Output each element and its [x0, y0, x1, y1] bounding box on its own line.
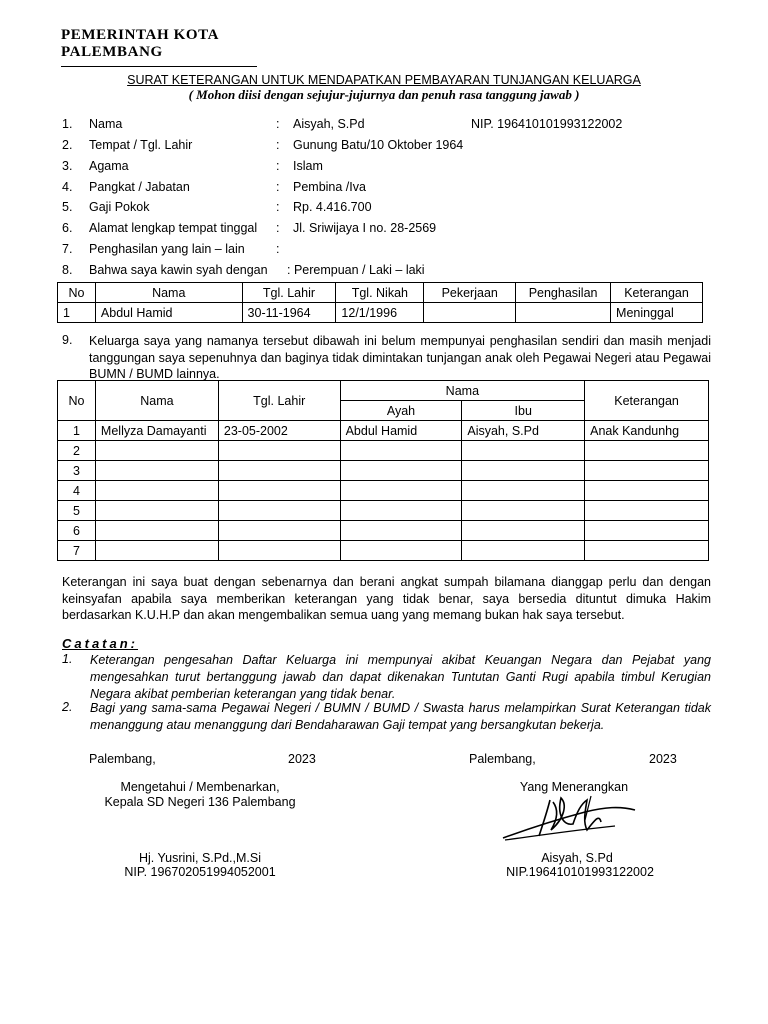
table-cell [95, 481, 218, 501]
item9-no: 9. [62, 333, 73, 347]
table-cell: 5 [58, 501, 96, 521]
field-separator: : [276, 117, 280, 131]
table-cell [585, 501, 709, 521]
table-cell: Mellyza Damayanti [95, 421, 218, 441]
field-separator: : [276, 242, 280, 256]
field-value-tempat-lahir: Gunung Batu/10 Oktober 1964 [293, 138, 464, 152]
item9-text: Keluarga saya yang namanya tersebut dibawah ini belum mempunyai penghasilan sendiri dan masih menjadi tanggungan saya sepenuhnya dan baginya tidak dimintakan tunjangan anak oleh Pegawai Negeri atau Pegawai BUMN / BUMD lainnya. [89, 334, 711, 381]
column-header: Tgl. Lahir [242, 283, 336, 303]
right-city: Palembang, [469, 752, 536, 766]
table-cell: 23-05-2002 [218, 421, 340, 441]
left-role-line1: Mengetahui / Membenarkan, [120, 780, 280, 794]
column-header: Keterangan [611, 283, 703, 303]
right-year: 2023 [649, 752, 677, 766]
table-cell: 1 [58, 303, 96, 323]
table-cell: 7 [58, 541, 96, 561]
field-no: 1. [62, 117, 73, 131]
left-signer-name: Hj. Yusrini, S.Pd.,M.Si [138, 851, 262, 865]
table-cell [340, 521, 462, 541]
table-cell [340, 501, 462, 521]
column-header-ibu: Ibu [462, 401, 585, 421]
field-label-agama: Agama [89, 159, 129, 173]
spouse-table [57, 282, 703, 323]
left-year: 2023 [288, 752, 316, 766]
field-label-kawin: Bahwa saya kawin syah dengan [89, 263, 268, 277]
agency-name-line2: PALEMBANG [61, 44, 163, 60]
table-cell: 1 [58, 421, 96, 441]
table-cell [95, 461, 218, 481]
signature-image [495, 790, 645, 850]
table-cell: Anak Kandunhg [585, 421, 709, 441]
column-header-keterangan: Keterangan [585, 381, 709, 421]
table-row [58, 303, 703, 323]
statement-paragraph: Keterangan ini saya buat dengan sebenarnya dan berani angkat sumpah bilamana dianggap perlu dan dengan keinsyafan apabila saya memberikan keterangan yang tidak benar, saya bersedia dituntut dimuka Hakim berdasarkan K.U.H.P dan akan mengembalikan semua uang yang memang bukan hak saya tersebut. [62, 575, 711, 622]
table-cell [462, 521, 585, 541]
column-header: Tgl. Nikah [336, 283, 424, 303]
right-role: Yang Menerangkan [519, 780, 629, 794]
left-role-line2: Kepala SD Negeri 136 Palembang [104, 795, 296, 809]
table-cell [218, 441, 340, 461]
catatan-title: Catatan: [62, 636, 139, 651]
children-table [57, 380, 709, 561]
column-header: Pekerjaan [424, 283, 516, 303]
table-cell [218, 481, 340, 501]
field-label-alamat: Alamat lengkap tempat tinggal [89, 221, 258, 235]
field-label-nama: Nama [89, 117, 123, 131]
field-separator: : [276, 221, 280, 235]
table-cell [340, 441, 462, 461]
document-subtitle: ( Mohon diisi dengan sejujur-jujurnya dan penuh rasa tanggung jawab ) [188, 87, 580, 102]
table-cell [95, 521, 218, 541]
table-cell [585, 461, 709, 481]
table-header-row [58, 283, 703, 303]
table-cell [585, 541, 709, 561]
table-cell [585, 481, 709, 501]
table-cell: 3 [58, 461, 96, 481]
field-value-gaji: Rp. 4.416.700 [293, 200, 372, 214]
table-cell: Abdul Hamid [95, 303, 242, 323]
column-header-nama: Nama [95, 381, 218, 421]
table-header-row [58, 381, 709, 401]
table-cell: 12/1/1996 [336, 303, 424, 323]
column-header: No [58, 283, 96, 303]
table-cell: Abdul Hamid [340, 421, 462, 441]
document-title: SURAT KETERANGAN UNTUK MENDAPATKAN PEMBAYARAN TUNJANGAN KELUARGA [127, 73, 641, 87]
field-value-agama: Islam [293, 159, 323, 173]
field-value-alamat: Jl. Sriwijaya I no. 28-2569 [293, 221, 437, 235]
table-cell [95, 441, 218, 461]
table-cell: 6 [58, 521, 96, 541]
table-cell [462, 461, 585, 481]
table-cell [462, 441, 585, 461]
field-value-nama: Aisyah, S.Pd [293, 117, 365, 131]
field-no: 3. [62, 159, 73, 173]
field-no: 2. [62, 138, 73, 152]
field-no: 7. [62, 242, 73, 256]
catatan-item-text: Keterangan pengesahan Daftar Keluarga ini mempunyai akibat Keuangan Negara dan Pejabat yang mengesahkan turut bertanggung jawab dan dapat dikenakan Tuntutan Ganti Rugi apabila timbul Kerugian Negara akibat pemberian keterangan yang tidak benar. [90, 653, 711, 701]
table-row [58, 441, 709, 461]
table-row [58, 521, 709, 541]
field-separator: : [276, 159, 280, 173]
table-cell [218, 501, 340, 521]
table-cell [218, 521, 340, 541]
table-row [58, 541, 709, 561]
column-header: Penghasilan [516, 283, 611, 303]
table-row [58, 481, 709, 501]
field-no: 4. [62, 180, 73, 194]
column-header-no: No [58, 381, 96, 421]
right-signer-nip: NIP.196410101993122002 [506, 865, 654, 879]
field-separator: : [276, 180, 280, 194]
table-cell [340, 461, 462, 481]
table-cell: 4 [58, 481, 96, 501]
table-cell [95, 501, 218, 521]
table-cell: Aisyah, S.Pd [462, 421, 585, 441]
catatan-item-no: 2. [62, 700, 73, 714]
left-city: Palembang, [89, 752, 156, 766]
catatan-item-text: Bagi yang sama-sama Pegawai Negeri / BUMN / BUMD / Swasta harus melampirkan Surat Keterangan tidak menanggung atau menanggung dari Bendaharawan Gaji tempat yang bersangkutan bekerja. [90, 701, 711, 732]
table-cell [424, 303, 516, 323]
right-signer-name: Aisyah, S.Pd [541, 851, 613, 865]
table-cell [462, 501, 585, 521]
table-cell [340, 541, 462, 561]
table-row [58, 461, 709, 481]
table-cell [218, 541, 340, 561]
field-no: 5. [62, 200, 73, 214]
table-cell: Meninggal [611, 303, 703, 323]
table-cell [585, 521, 709, 541]
column-header-nama-group: Nama [340, 381, 585, 401]
field-label-penghasilan: Penghasilan yang lain – lain [89, 242, 245, 256]
field-value-pangkat: Pembina /Iva [293, 180, 366, 194]
column-header: Nama [95, 283, 242, 303]
left-signer-nip: NIP. 196702051994052001 [124, 865, 276, 879]
table-cell [218, 461, 340, 481]
table-cell: 2 [58, 441, 96, 461]
table-row [58, 501, 709, 521]
table-cell [462, 541, 585, 561]
table-cell [95, 541, 218, 561]
column-header-ayah: Ayah [340, 401, 462, 421]
field-separator: : [276, 138, 280, 152]
field-label-tempat-lahir: Tempat / Tgl. Lahir [89, 138, 193, 152]
table-cell [516, 303, 611, 323]
field-separator: : [276, 200, 280, 214]
field-label-gaji: Gaji Pokok [89, 200, 150, 214]
field-label-pangkat: Pangkat / Jabatan [89, 180, 190, 194]
table-cell: 30-11-1964 [242, 303, 336, 323]
nip-top: NIP. 196410101993122002 [471, 117, 623, 131]
field-no: 8. [62, 263, 73, 277]
table-cell [340, 481, 462, 501]
catatan-item-no: 1. [62, 652, 73, 666]
table-cell [585, 441, 709, 461]
table-row [58, 421, 709, 441]
column-header-tgl-lahir: Tgl. Lahir [218, 381, 340, 421]
field-no: 6. [62, 221, 73, 235]
header-rule [61, 66, 257, 67]
table-cell [462, 481, 585, 501]
field-value-kawin: : Perempuan / Laki – laki [287, 263, 425, 277]
agency-name-line1: PEMERINTAH KOTA [61, 27, 220, 43]
